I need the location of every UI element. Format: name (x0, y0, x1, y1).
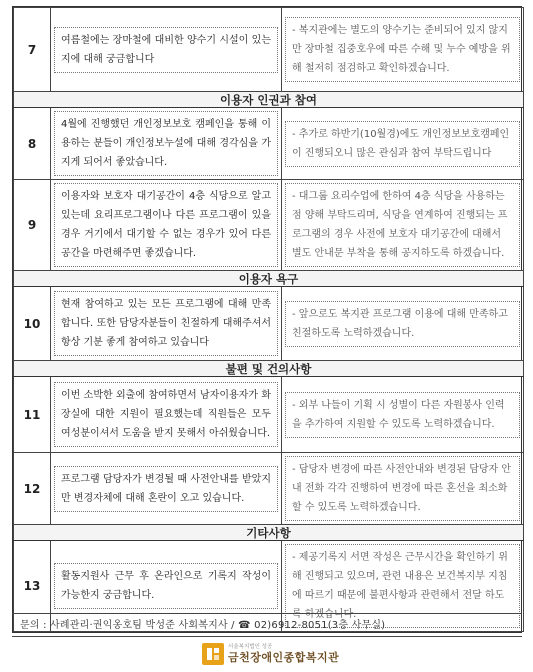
row-number: 13 (14, 541, 51, 632)
row-number: 12 (14, 453, 51, 525)
row-number: 9 (14, 180, 51, 271)
survey-results-table (12, 6, 522, 633)
answer-cell (282, 377, 524, 453)
section-header-row (14, 361, 524, 377)
table-row (14, 108, 524, 180)
answer-text: - 외부 나들이 기획 시 성별이 다른 자원봉사 인력을 추가하여 지원할 수 있도록 노력하겠습니다. (285, 392, 520, 438)
organization-logo (202, 642, 339, 666)
row-number: 11 (14, 377, 51, 453)
row-number: 7 (14, 8, 51, 92)
feedback-table-body (14, 8, 524, 632)
answer-text: - 담당자 변경에 따른 사전안내와 변경된 담당자 안내 전화 각각 진행하여 변경에 따른 혼선을 최소화할 수 있도록 노력하겠습니다. (285, 456, 520, 521)
answer-text: - 복지관에는 별도의 양수기는 준비되어 있지 않지만 장마철 집중호우에 따른 수해 및 누수 예방을 위해 철저히 점검하고 확인하겠습니다. (285, 17, 520, 82)
table-row (14, 453, 524, 525)
question-text: 활동지원사 근무 후 온라인으로 기록지 작성이 가능한지 궁금합니다. (54, 563, 278, 609)
feedback-table (13, 7, 524, 632)
question-text: 이번 소박한 외출에 참여하면서 남자이용자가 화장실에 대한 지원이 필요했는데 직원들은 모두 여성분이셔서 도움을 받지 못해서 아쉬웠습니다. (54, 382, 278, 447)
section-title: 불편 및 건의사항 (14, 361, 524, 377)
question-cell (51, 287, 282, 361)
answer-text: - 제공기록지 서면 작성은 근무시간을 확인하기 위해 진행되고 있으며, 관련 내용은 보건복지부 지침에 따르기 때문에 불편사항과 관련해서 전달 하도록 하겠습니다. (285, 544, 520, 628)
section-title: 이용자 인권과 참여 (14, 92, 524, 108)
answer-cell (282, 287, 524, 361)
question-text: 이용자와 보호자 대기공간이 4층 식당으로 알고 있는데 요리프로그램이나 다른 프로그램이 있을 경우 거기에서 대기할 수 없는 경우가 있어 다른 공간을 마련해주면 좋겠습니다. (54, 183, 278, 267)
question-cell (51, 108, 282, 180)
question-text: 여름철에는 장마철에 대비한 양수기 시설이 있는지에 대해 궁금합니다 (54, 27, 278, 73)
table-row (14, 287, 524, 361)
section-header-row (14, 92, 524, 108)
answer-cell (282, 180, 524, 271)
row-number: 8 (14, 108, 51, 180)
table-row (14, 180, 524, 271)
logo-name: 금천장애인종합복지관 (228, 650, 340, 664)
answer-cell (282, 108, 524, 180)
answer-text: - 대그룹 요리수업에 한하여 4층 식당을 사용하는 점 양해 부탁드리며, 식당을 연계하여 진행되는 프로그램의 경우 사전에 보호자 대기공간에 대해서 별도 안내문 부착을 통해 공지하도록 하겠습니다. (285, 183, 520, 267)
answer-text: - 앞으로도 복지관 프로그램 이용에 대해 만족하고 친절하도록 노력하겠습니다. (285, 301, 520, 347)
section-header-row (14, 271, 524, 287)
table-row (14, 377, 524, 453)
contact-info: 문의 : 사례관리·권익옹호팀 박성준 사회복지사 / ☎ 02)6912-8051(3층 사무실) (12, 613, 522, 637)
question-text: 현재 참여하고 있는 모든 프로그램에 대해 만족합니다. 또한 담당자분들이 친절하게 대해주셔서 항상 기분 좋게 참여하고 있습니다 (54, 291, 278, 356)
logo-subtitle: 서울복지법인 성공 (228, 643, 273, 650)
answer-cell (282, 8, 524, 92)
question-text: 4월에 진행했던 개인정보보호 캠페인을 통해 이용하는 분들이 개인정보누설에 대해 경각심을 가지게 되어서 좋았습니다. (54, 111, 278, 176)
section-header-row (14, 525, 524, 541)
question-cell (51, 453, 282, 525)
table-row (14, 8, 524, 92)
question-cell (51, 180, 282, 271)
logo-mark-icon (202, 643, 224, 665)
section-title: 이용자 욕구 (14, 271, 524, 287)
section-title: 기타사항 (14, 525, 524, 541)
question-cell (51, 8, 282, 92)
answer-cell (282, 453, 524, 525)
question-cell (51, 377, 282, 453)
question-text: 프로그램 담당자가 변경될 때 사전안내를 받았지만 변경자체에 대해 혼란이 오고 있습니다. (54, 466, 278, 512)
row-number: 10 (14, 287, 51, 361)
answer-text: - 추가로 하반기(10월경)에도 개인정보보호캠페인이 진행되오니 많은 관심과 참여 부탁드립니다 (285, 121, 520, 167)
